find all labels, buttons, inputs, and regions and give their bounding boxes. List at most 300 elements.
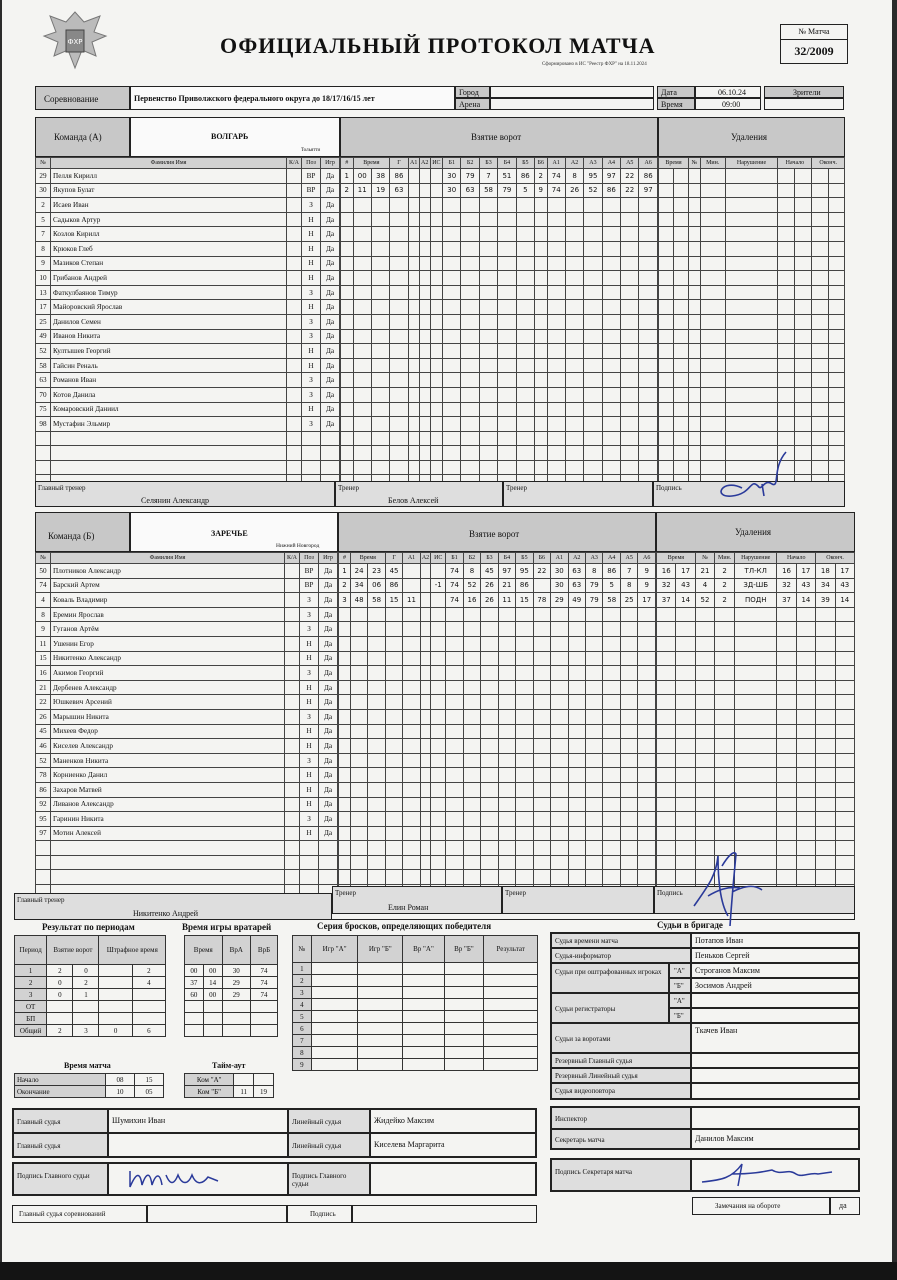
player-position: З bbox=[302, 387, 321, 402]
penalty-code bbox=[725, 329, 778, 344]
goal-assist2 bbox=[419, 256, 430, 271]
goal-on-ice-against bbox=[639, 402, 658, 417]
goal-scorer bbox=[385, 782, 402, 797]
goal-on-ice-for bbox=[443, 314, 461, 329]
goal-assist1 bbox=[403, 564, 420, 579]
goal-assist2 bbox=[419, 212, 430, 227]
goal-on-ice-against bbox=[584, 373, 602, 388]
goal-scorer bbox=[390, 198, 408, 213]
col-ka: К/А bbox=[287, 158, 302, 169]
goal-assist1 bbox=[408, 358, 419, 373]
goal-on-ice-against: 49 bbox=[568, 593, 585, 608]
goal-on-ice-against bbox=[547, 271, 565, 286]
goal-on-ice-for bbox=[516, 855, 533, 870]
penalty-row bbox=[659, 271, 845, 286]
pen-b-tag-cell bbox=[669, 978, 691, 993]
penalty-min: 2 bbox=[715, 593, 735, 608]
penalty-s1 bbox=[778, 417, 795, 432]
gk-b: 74 bbox=[251, 965, 278, 977]
shootout-cell bbox=[311, 975, 358, 987]
reg-b-tag: "Б" bbox=[674, 1012, 684, 1020]
match-time-table bbox=[14, 1073, 164, 1098]
player-position: З bbox=[300, 753, 319, 768]
goal-on-ice-for bbox=[446, 870, 463, 885]
penalty-no bbox=[695, 680, 714, 695]
player-number: 58 bbox=[36, 358, 51, 373]
shootout-cell bbox=[311, 963, 358, 975]
penalty-t1 bbox=[659, 373, 674, 388]
goal-minute bbox=[353, 256, 371, 271]
roster-row bbox=[36, 387, 340, 402]
goal-row bbox=[341, 358, 658, 373]
penalty-t1 bbox=[657, 607, 676, 622]
goal-on-ice-against bbox=[551, 870, 568, 885]
penalty-s2: 17 bbox=[796, 564, 815, 579]
player-position: Н bbox=[300, 739, 319, 754]
goal-on-ice-for bbox=[443, 198, 461, 213]
player-position: З bbox=[302, 373, 321, 388]
penalty-e1 bbox=[812, 373, 828, 388]
col-goal-a2: А2 bbox=[568, 553, 585, 564]
player-position: З bbox=[300, 607, 319, 622]
player-number bbox=[36, 855, 51, 870]
goal-on-ice-against bbox=[603, 607, 620, 622]
goal-second: 06 bbox=[368, 578, 385, 593]
player-name: Исаев Иван bbox=[51, 198, 287, 213]
penalty-no bbox=[689, 169, 701, 184]
goal-on-ice-against bbox=[603, 695, 620, 710]
goal-row bbox=[341, 446, 658, 461]
goal-on-ice-for bbox=[463, 709, 480, 724]
roster-row bbox=[36, 841, 338, 856]
roster-row bbox=[36, 256, 340, 271]
penalty-e2 bbox=[828, 300, 844, 315]
goal-number bbox=[339, 870, 351, 885]
penalty-t1 bbox=[657, 768, 676, 783]
goal-scorer bbox=[385, 636, 402, 651]
goal-minute bbox=[350, 709, 367, 724]
gk-minute bbox=[185, 1013, 204, 1025]
goal-minute bbox=[350, 724, 367, 739]
penalty-e2 bbox=[828, 285, 844, 300]
shootout-cell bbox=[403, 1047, 444, 1059]
player-ka bbox=[287, 227, 302, 242]
goal-on-ice-against bbox=[586, 739, 603, 754]
goal-on-ice-for bbox=[481, 870, 498, 885]
player-ka bbox=[285, 564, 300, 579]
penalty-t2 bbox=[676, 797, 695, 812]
goal-on-ice-for bbox=[535, 329, 548, 344]
player-played: Да bbox=[319, 826, 338, 841]
player-number: 10 bbox=[36, 271, 51, 286]
goal-on-ice-against bbox=[638, 709, 656, 724]
goal-on-ice-for bbox=[463, 651, 480, 666]
penalty-t2 bbox=[674, 329, 689, 344]
penalty-code bbox=[725, 169, 778, 184]
player-number: 52 bbox=[36, 753, 51, 768]
shootout-cell bbox=[444, 975, 484, 987]
roster-row bbox=[36, 593, 338, 608]
player-position: З bbox=[302, 329, 321, 344]
goal-second: 19 bbox=[371, 183, 389, 198]
goal-on-ice-for: 26 bbox=[481, 578, 498, 593]
player-name: Никитенко Александр bbox=[51, 651, 285, 666]
goal-on-ice-for bbox=[479, 358, 497, 373]
goal-on-ice-for bbox=[479, 446, 497, 461]
goal-on-ice-for bbox=[535, 358, 548, 373]
col-goal-b1: Б1 bbox=[446, 553, 463, 564]
goal-row bbox=[341, 169, 658, 184]
penalty-e1 bbox=[812, 285, 828, 300]
penalty-s2 bbox=[795, 358, 812, 373]
penalty-s1 bbox=[777, 782, 796, 797]
goal-row bbox=[339, 593, 656, 608]
goal-on-ice-against: 74 bbox=[547, 183, 565, 198]
goal-assist2 bbox=[419, 344, 430, 359]
goal-on-ice-against bbox=[620, 636, 637, 651]
goal-assist1 bbox=[408, 373, 419, 388]
player-ka bbox=[287, 169, 302, 184]
goal-on-ice-against bbox=[620, 680, 637, 695]
goal-assist2 bbox=[419, 446, 430, 461]
goal-on-ice-for bbox=[516, 212, 534, 227]
penalty-e1 bbox=[812, 402, 828, 417]
goal-second bbox=[368, 666, 385, 681]
player-ka bbox=[287, 402, 302, 417]
player-number: 9 bbox=[36, 256, 51, 271]
goal-scorer bbox=[390, 241, 408, 256]
goal-on-ice-against bbox=[584, 198, 602, 213]
period-pen-b: 4 bbox=[132, 977, 165, 989]
player-name: Крюков Глеб bbox=[51, 241, 287, 256]
penalty-e2 bbox=[835, 666, 854, 681]
goal-on-ice-against bbox=[568, 768, 585, 783]
goal-assist2 bbox=[419, 285, 430, 300]
goal-on-ice-against bbox=[551, 812, 568, 827]
penalty-t2: 43 bbox=[676, 578, 695, 593]
shootout-cell bbox=[403, 1023, 444, 1035]
col-goal-scorer: Г bbox=[390, 158, 408, 169]
goal-assist2 bbox=[420, 709, 430, 724]
roster-row bbox=[36, 460, 340, 475]
penalty-t2 bbox=[676, 768, 695, 783]
goal-scorer bbox=[385, 870, 402, 885]
penalty-s1 bbox=[778, 431, 795, 446]
goal-on-ice-for bbox=[533, 578, 550, 593]
goal-assist2 bbox=[420, 797, 430, 812]
penalty-no bbox=[695, 826, 714, 841]
timeout-a-minute bbox=[253, 1074, 273, 1086]
goal-on-ice-for bbox=[481, 636, 498, 651]
goal-row bbox=[341, 387, 658, 402]
period-goals-b: 1 bbox=[73, 989, 99, 1001]
line-ref2: Киселева Маргарита bbox=[374, 1140, 445, 1149]
penalty-t2 bbox=[674, 198, 689, 213]
goal-on-ice-against bbox=[568, 651, 585, 666]
player-played: Да bbox=[321, 417, 340, 432]
main-ref2-sign-label: Подпись Главного судьи bbox=[292, 1172, 347, 1188]
penalty-t1: 16 bbox=[657, 564, 676, 579]
player-position: Н bbox=[300, 724, 319, 739]
player-position: З bbox=[300, 666, 319, 681]
goal-scorer bbox=[390, 387, 408, 402]
penalty-s1 bbox=[778, 358, 795, 373]
roster-row bbox=[36, 212, 340, 227]
shootout-cell bbox=[358, 999, 403, 1011]
goal-assist1 bbox=[408, 329, 419, 344]
goal-on-ice-against bbox=[565, 387, 583, 402]
goal-second bbox=[371, 314, 389, 329]
goal-on-ice-against bbox=[602, 329, 620, 344]
goal-on-ice-against bbox=[639, 358, 658, 373]
team-b-coach: Елин Роман bbox=[388, 903, 429, 912]
goal-on-ice-against: 8 bbox=[565, 169, 583, 184]
shootout-row bbox=[293, 975, 538, 987]
goal-assist1: 11 bbox=[403, 593, 420, 608]
goal-on-ice-for bbox=[461, 271, 479, 286]
penalty-t2 bbox=[676, 680, 695, 695]
goal-on-ice-against bbox=[602, 271, 620, 286]
goal-second bbox=[368, 753, 385, 768]
player-position: З bbox=[300, 593, 319, 608]
goal-on-ice-against bbox=[638, 607, 656, 622]
penalty-t1 bbox=[657, 753, 676, 768]
time-label-cell bbox=[657, 98, 695, 110]
penalty-min bbox=[700, 241, 725, 256]
goal-minute bbox=[353, 431, 371, 446]
shootout-cell bbox=[311, 1059, 358, 1071]
penalty-t2 bbox=[674, 314, 689, 329]
penalty-no bbox=[695, 768, 714, 783]
goal-on-ice-against bbox=[565, 373, 583, 388]
goal-assist2 bbox=[419, 329, 430, 344]
timeout-b-hour: 11 bbox=[234, 1086, 254, 1098]
goal-minute bbox=[350, 622, 367, 637]
player-played: Да bbox=[321, 169, 340, 184]
player-number bbox=[36, 431, 51, 446]
penalty-s1 bbox=[778, 241, 795, 256]
gk-minute: 37 bbox=[185, 977, 204, 989]
goal-on-ice-against bbox=[638, 680, 656, 695]
officials-block bbox=[550, 932, 860, 1100]
penalty-no: 4 bbox=[695, 578, 714, 593]
team-a-sign-label: Подпись bbox=[656, 484, 682, 492]
goal-scorer bbox=[390, 329, 408, 344]
goal-scorer bbox=[385, 651, 402, 666]
goal-on-ice-against bbox=[638, 768, 656, 783]
player-position: Н bbox=[300, 782, 319, 797]
goal-minute bbox=[353, 417, 371, 432]
goal-on-ice-against bbox=[602, 387, 620, 402]
goal-on-ice-against bbox=[565, 198, 583, 213]
goal-on-ice-for bbox=[516, 460, 534, 475]
penalty-e1 bbox=[816, 841, 835, 856]
penalty-row bbox=[659, 285, 845, 300]
player-ka bbox=[285, 855, 300, 870]
goal-on-ice-for bbox=[516, 695, 533, 710]
time-label: Время bbox=[661, 100, 683, 109]
goal-second bbox=[371, 271, 389, 286]
penalty-code bbox=[735, 724, 777, 739]
player-played: Да bbox=[319, 695, 338, 710]
roster-row bbox=[36, 344, 340, 359]
team-a-head-coach: Селянин Александр bbox=[141, 496, 210, 505]
player-played: Да bbox=[319, 797, 338, 812]
goal-scorer bbox=[390, 431, 408, 446]
notes-label-cell bbox=[692, 1197, 830, 1215]
goal-row bbox=[339, 826, 656, 841]
team-b-roster bbox=[35, 552, 338, 914]
reg-b-judge-cell bbox=[691, 1008, 859, 1023]
goal-on-ice-against bbox=[603, 826, 620, 841]
photo-dark-edge bbox=[0, 1262, 897, 1280]
goal-on-ice-against: 52 bbox=[584, 183, 602, 198]
player-number bbox=[36, 446, 51, 461]
col-goal-a1: А1 bbox=[403, 553, 420, 564]
time-judge-cell bbox=[691, 933, 859, 948]
goal-on-ice-against: 86 bbox=[639, 169, 658, 184]
penalty-t1 bbox=[657, 651, 676, 666]
player-position: Н bbox=[300, 826, 319, 841]
penalty-t1 bbox=[659, 402, 674, 417]
goal-assist2 bbox=[419, 417, 430, 432]
team-a-goals-header bbox=[340, 117, 658, 157]
goal-on-ice-against bbox=[551, 855, 568, 870]
penalty-e2 bbox=[835, 607, 854, 622]
goal-on-ice-against bbox=[621, 241, 639, 256]
goal-situation bbox=[430, 329, 442, 344]
notes-value-cell bbox=[830, 1197, 860, 1215]
goal-on-ice-against bbox=[568, 753, 585, 768]
goal-on-ice-for bbox=[533, 709, 550, 724]
goal-on-ice-against bbox=[639, 256, 658, 271]
col-goal-a2: А2 bbox=[419, 158, 430, 169]
penalty-no: 21 bbox=[695, 564, 714, 579]
penalty-row bbox=[659, 256, 845, 271]
timeout-a-label: Ком "А" bbox=[185, 1074, 234, 1086]
col-goal-b6: Б6 bbox=[533, 553, 550, 564]
goal-second bbox=[371, 212, 389, 227]
pen-b-tag: "Б" bbox=[674, 982, 684, 990]
player-ka bbox=[285, 826, 300, 841]
penalty-e2 bbox=[835, 768, 854, 783]
goal-on-ice-against bbox=[620, 753, 637, 768]
goal-on-ice-against bbox=[621, 314, 639, 329]
player-position: Н bbox=[302, 212, 321, 227]
player-name: Еремин Ярослав bbox=[51, 607, 285, 622]
goal-minute bbox=[353, 329, 371, 344]
player-played: Да bbox=[319, 680, 338, 695]
player-played bbox=[321, 431, 340, 446]
penalty-min bbox=[700, 300, 725, 315]
goal-on-ice-against bbox=[568, 841, 585, 856]
penalty-judges-label-cell bbox=[551, 963, 669, 993]
player-name bbox=[51, 431, 287, 446]
goal-minute bbox=[350, 812, 367, 827]
goal-row bbox=[341, 256, 658, 271]
player-ka bbox=[285, 753, 300, 768]
penalty-row bbox=[659, 358, 845, 373]
goal-row bbox=[341, 460, 658, 475]
goal-scorer bbox=[385, 739, 402, 754]
shootout-cell bbox=[484, 1035, 538, 1047]
goal-assist1 bbox=[408, 387, 419, 402]
goal-row bbox=[341, 431, 658, 446]
col-goal-a6: А6 bbox=[639, 158, 658, 169]
col-no: № bbox=[36, 158, 51, 169]
goal-on-ice-against bbox=[547, 256, 565, 271]
goal-on-ice-for bbox=[481, 695, 498, 710]
secretary-cell bbox=[691, 1129, 859, 1149]
penalty-min bbox=[715, 666, 735, 681]
penalty-s2 bbox=[796, 797, 815, 812]
penalty-s2 bbox=[796, 855, 815, 870]
goal-situation bbox=[430, 402, 442, 417]
shootout-cell bbox=[311, 1047, 358, 1059]
player-position: ВР bbox=[302, 183, 321, 198]
player-name bbox=[51, 841, 285, 856]
spectators-label: Зрители bbox=[793, 88, 821, 97]
goal-number: 1 bbox=[339, 564, 351, 579]
goal-minute bbox=[353, 387, 371, 402]
goal-on-ice-for bbox=[463, 870, 480, 885]
penalty-t2 bbox=[674, 417, 689, 432]
goal-on-ice-for bbox=[498, 446, 516, 461]
goal-minute bbox=[353, 402, 371, 417]
penalty-min bbox=[715, 680, 735, 695]
goal-on-ice-for bbox=[461, 387, 479, 402]
gk-b bbox=[251, 1001, 278, 1013]
goal-second bbox=[368, 607, 385, 622]
goal-on-ice-for bbox=[446, 695, 463, 710]
roster-row bbox=[36, 753, 338, 768]
col-pos: Поз bbox=[300, 553, 319, 564]
penalty-e1 bbox=[816, 826, 835, 841]
goal-on-ice-against bbox=[620, 709, 637, 724]
player-position: З bbox=[302, 198, 321, 213]
goal-on-ice-for bbox=[479, 329, 497, 344]
goal-on-ice-against bbox=[603, 812, 620, 827]
goal-on-ice-against bbox=[551, 797, 568, 812]
goal-on-ice-against bbox=[603, 797, 620, 812]
goal-number: 3 bbox=[339, 593, 351, 608]
goal-on-ice-against bbox=[603, 841, 620, 856]
goal-on-ice-against bbox=[620, 607, 637, 622]
period-name: 1 bbox=[15, 965, 47, 977]
penalty-s2 bbox=[795, 183, 812, 198]
goal-on-ice-for bbox=[481, 826, 498, 841]
player-number: 17 bbox=[36, 300, 51, 315]
player-number: 86 bbox=[36, 782, 51, 797]
player-position: З bbox=[300, 812, 319, 827]
player-position: Н bbox=[302, 402, 321, 417]
goal-on-ice-for bbox=[479, 256, 497, 271]
goal-on-ice-against bbox=[568, 622, 585, 637]
goal-on-ice-for bbox=[481, 607, 498, 622]
shootout-cell bbox=[403, 975, 444, 987]
goal-on-ice-for bbox=[498, 417, 516, 432]
goal-on-ice-for bbox=[461, 446, 479, 461]
secretary-sign-label-cell bbox=[551, 1159, 691, 1191]
goal-assist1 bbox=[403, 651, 420, 666]
shootout-cell bbox=[358, 1035, 403, 1047]
penalty-no bbox=[689, 212, 701, 227]
goal-judge: Ткачев Иван bbox=[695, 1026, 738, 1035]
player-name: Якупов Булат bbox=[51, 183, 287, 198]
player-played: Да bbox=[321, 227, 340, 242]
player-played: Да bbox=[319, 564, 338, 579]
pen-a-tag: "А" bbox=[674, 967, 685, 975]
